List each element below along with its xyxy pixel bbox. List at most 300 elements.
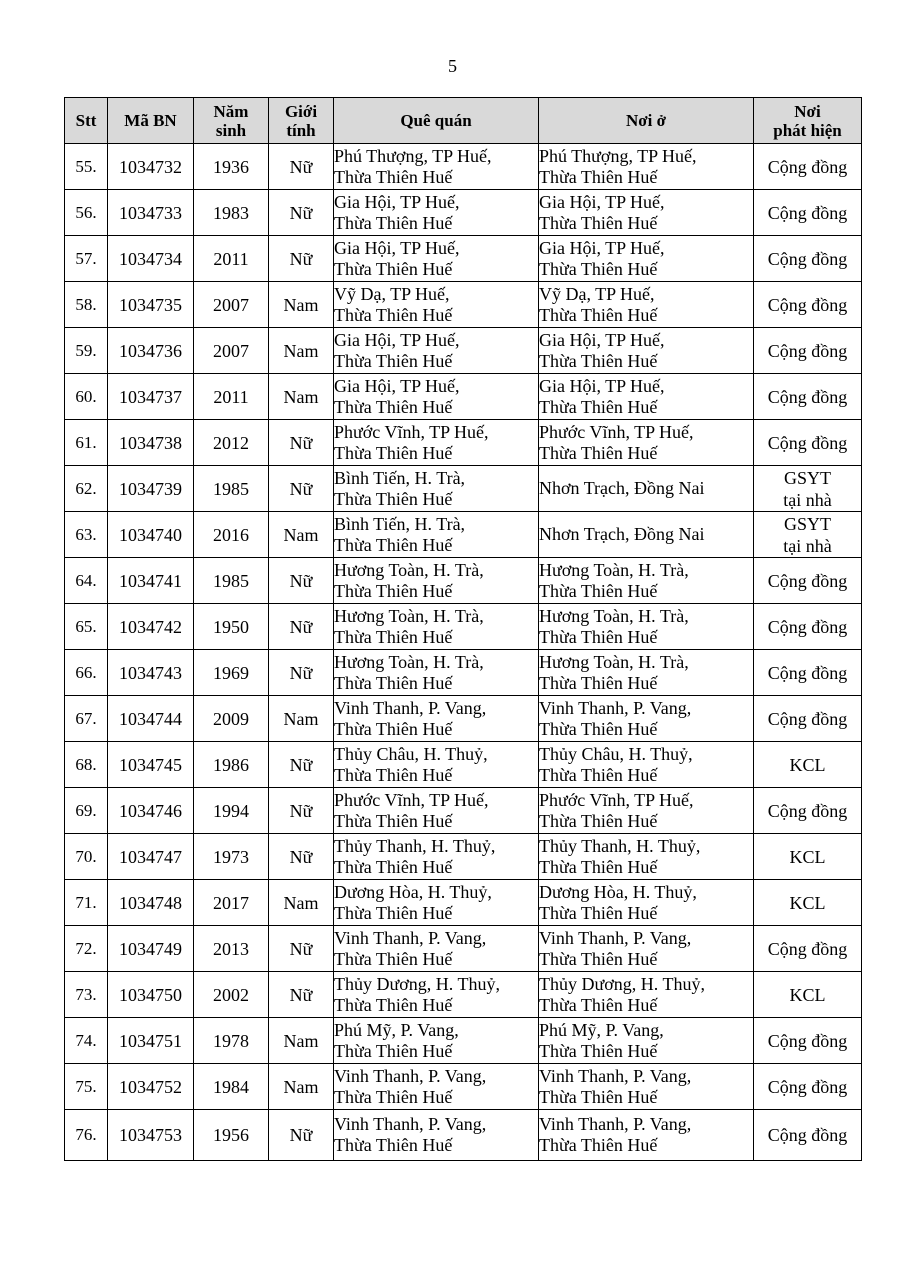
cell-nam-sinh: 2002 bbox=[194, 972, 269, 1018]
table-row bbox=[65, 1018, 862, 1064]
cell-stt: 73. bbox=[65, 972, 108, 1018]
cell-nam-sinh: 2011 bbox=[194, 236, 269, 282]
cell-que-quan-line: Hương Toàn, H. Trà, bbox=[334, 605, 484, 626]
cell-noi-o bbox=[539, 926, 754, 972]
header-noi-phat-hien bbox=[754, 98, 862, 144]
cell-noi-o bbox=[539, 742, 754, 788]
cell-ma-bn: 1034752 bbox=[108, 1064, 194, 1110]
table-row bbox=[65, 1110, 862, 1161]
cell-noi-o-line: Hương Toàn, H. Trà, bbox=[539, 559, 689, 580]
header-label: Giới bbox=[284, 101, 318, 121]
cell-nam-sinh: 2016 bbox=[194, 512, 269, 558]
cell-noi-o-line: Thừa Thiên Huế bbox=[539, 212, 658, 233]
cell-noi-o bbox=[539, 282, 754, 328]
header-stt bbox=[65, 98, 108, 144]
cell-noi-o-line: Gia Hội, TP Huế, bbox=[539, 329, 665, 350]
cell-que-quan-line: Thừa Thiên Huế bbox=[334, 764, 453, 785]
cell-ma-bn: 1034753 bbox=[108, 1110, 194, 1161]
cell-noi-o bbox=[539, 558, 754, 604]
cell-noi-o bbox=[539, 512, 754, 558]
cell-noi-o-line: Vinh Thanh, P. Vang, bbox=[539, 697, 692, 718]
cell-noi-phat-hien-line: Cộng đồng bbox=[767, 340, 848, 361]
cell-que-quan bbox=[334, 466, 539, 512]
cell-noi-phat-hien bbox=[754, 558, 862, 604]
table-body bbox=[65, 144, 862, 1161]
cell-noi-o-line: Phú Thượng, TP Huế, bbox=[539, 145, 697, 166]
table-row bbox=[65, 604, 862, 650]
cell-noi-phat-hien bbox=[754, 420, 862, 466]
cell-noi-phat-hien bbox=[754, 328, 862, 374]
table-row bbox=[65, 696, 862, 742]
cell-noi-o-line: Phước Vĩnh, TP Huế, bbox=[539, 421, 694, 442]
cell-que-quan-line: Thừa Thiên Huế bbox=[334, 948, 453, 969]
cell-que-quan-line: Bình Tiến, H. Trà, bbox=[334, 467, 466, 488]
cell-que-quan-line: Phú Mỹ, P. Vang, bbox=[334, 1019, 459, 1040]
cell-que-quan-line: Vỹ Dạ, TP Huế, bbox=[334, 283, 450, 304]
cell-noi-o-line: Nhơn Trạch, Đồng Nai bbox=[539, 524, 705, 544]
cell-noi-phat-hien-line: Cộng đồng bbox=[767, 570, 848, 591]
cell-gioi-tinh: Nữ bbox=[269, 788, 334, 834]
cell-noi-phat-hien-line: Cộng đồng bbox=[767, 938, 848, 959]
cell-que-quan bbox=[334, 1064, 539, 1110]
cell-noi-o-line: Thừa Thiên Huế bbox=[539, 396, 658, 417]
cell-stt: 74. bbox=[65, 1018, 108, 1064]
header-ma-bn bbox=[108, 98, 194, 144]
cell-que-quan-line: Thừa Thiên Huế bbox=[334, 580, 453, 601]
cell-noi-o-line: Thừa Thiên Huế bbox=[539, 1135, 658, 1155]
cell-noi-o-line: Thừa Thiên Huế bbox=[539, 350, 658, 371]
cell-gioi-tinh: Nữ bbox=[269, 144, 334, 190]
cell-que-quan bbox=[334, 144, 539, 190]
cell-que-quan bbox=[334, 650, 539, 696]
cell-noi-phat-hien bbox=[754, 144, 862, 190]
cell-noi-phat-hien-line: Cộng đồng bbox=[767, 202, 848, 223]
cell-que-quan-line: Thừa Thiên Huế bbox=[334, 488, 453, 509]
cell-nam-sinh: 1956 bbox=[194, 1110, 269, 1161]
cell-noi-o-line: Hương Toàn, H. Trà, bbox=[539, 651, 689, 672]
cell-noi-o-line: Thừa Thiên Huế bbox=[539, 764, 658, 785]
cell-noi-o bbox=[539, 328, 754, 374]
cell-que-quan-line: Hương Toàn, H. Trà, bbox=[334, 651, 484, 672]
cell-nam-sinh: 1985 bbox=[194, 466, 269, 512]
cell-gioi-tinh: Nam bbox=[269, 328, 334, 374]
cell-que-quan bbox=[334, 328, 539, 374]
cell-noi-o bbox=[539, 650, 754, 696]
cell-stt: 64. bbox=[65, 558, 108, 604]
cell-noi-phat-hien bbox=[754, 1064, 862, 1110]
cell-que-quan-line: Vinh Thanh, P. Vang, bbox=[334, 1065, 487, 1086]
cell-noi-o-line: Thừa Thiên Huế bbox=[539, 810, 658, 831]
cell-noi-o-line: Thừa Thiên Huế bbox=[539, 258, 658, 279]
cell-noi-phat-hien bbox=[754, 650, 862, 696]
cell-noi-phat-hien bbox=[754, 1110, 862, 1161]
cell-que-quan-line: Phú Thượng, TP Huế, bbox=[334, 145, 492, 166]
table-row bbox=[65, 1064, 862, 1110]
cell-que-quan bbox=[334, 420, 539, 466]
cell-que-quan bbox=[334, 834, 539, 880]
cell-noi-o bbox=[539, 190, 754, 236]
cell-noi-phat-hien-line: KCL bbox=[789, 846, 826, 867]
cell-que-quan-line: Vinh Thanh, P. Vang, bbox=[334, 1114, 487, 1134]
cell-que-quan-line: Thừa Thiên Huế bbox=[334, 1086, 453, 1107]
patient-table bbox=[64, 97, 862, 1161]
cell-noi-phat-hien bbox=[754, 466, 862, 512]
table-row bbox=[65, 466, 862, 512]
cell-stt: 69. bbox=[65, 788, 108, 834]
cell-noi-phat-hien bbox=[754, 282, 862, 328]
cell-que-quan-line: Thừa Thiên Huế bbox=[334, 1040, 453, 1061]
cell-que-quan-line: Dương Hòa, H. Thuỷ, bbox=[334, 881, 492, 902]
cell-ma-bn: 1034749 bbox=[108, 926, 194, 972]
cell-noi-o-line: Vinh Thanh, P. Vang, bbox=[539, 1065, 692, 1086]
cell-noi-phat-hien bbox=[754, 834, 862, 880]
cell-noi-phat-hien-line: Cộng đồng bbox=[767, 156, 848, 177]
cell-que-quan bbox=[334, 374, 539, 420]
cell-ma-bn: 1034743 bbox=[108, 650, 194, 696]
table-row bbox=[65, 190, 862, 236]
cell-noi-o bbox=[539, 144, 754, 190]
cell-stt: 67. bbox=[65, 696, 108, 742]
cell-gioi-tinh: Nam bbox=[269, 696, 334, 742]
cell-ma-bn: 1034750 bbox=[108, 972, 194, 1018]
cell-noi-o bbox=[539, 972, 754, 1018]
cell-ma-bn: 1034733 bbox=[108, 190, 194, 236]
cell-stt: 63. bbox=[65, 512, 108, 558]
cell-gioi-tinh: Nữ bbox=[269, 466, 334, 512]
cell-gioi-tinh: Nam bbox=[269, 1064, 334, 1110]
table-header-row bbox=[65, 98, 862, 144]
cell-ma-bn: 1034742 bbox=[108, 604, 194, 650]
cell-noi-o-line: Gia Hội, TP Huế, bbox=[539, 191, 665, 212]
cell-stt: 75. bbox=[65, 1064, 108, 1110]
cell-noi-phat-hien bbox=[754, 926, 862, 972]
cell-ma-bn: 1034736 bbox=[108, 328, 194, 374]
cell-que-quan-line: Thủy Châu, H. Thuỷ, bbox=[334, 743, 488, 764]
cell-noi-phat-hien-line: KCL bbox=[789, 984, 826, 1005]
table-row bbox=[65, 282, 862, 328]
table-row bbox=[65, 558, 862, 604]
cell-noi-o-line: Thủy Thanh, H. Thuỷ, bbox=[539, 835, 701, 856]
cell-que-quan-line: Thừa Thiên Huế bbox=[334, 718, 453, 739]
cell-ma-bn: 1034735 bbox=[108, 282, 194, 328]
cell-noi-phat-hien bbox=[754, 972, 862, 1018]
cell-noi-o-line: Thừa Thiên Huế bbox=[539, 948, 658, 969]
cell-ma-bn: 1034741 bbox=[108, 558, 194, 604]
header-label: Mã BN bbox=[124, 111, 177, 130]
cell-que-quan-line: Thừa Thiên Huế bbox=[334, 350, 453, 371]
cell-noi-phat-hien bbox=[754, 788, 862, 834]
cell-gioi-tinh: Nữ bbox=[269, 1110, 334, 1161]
cell-noi-o-line: Thừa Thiên Huế bbox=[539, 166, 658, 187]
cell-noi-o bbox=[539, 880, 754, 926]
cell-stt: 71. bbox=[65, 880, 108, 926]
table-row bbox=[65, 420, 862, 466]
cell-noi-o bbox=[539, 788, 754, 834]
table-row bbox=[65, 742, 862, 788]
cell-que-quan-line: Bình Tiến, H. Trà, bbox=[334, 513, 466, 534]
cell-que-quan-line: Thủy Dương, H. Thuỷ, bbox=[334, 973, 500, 994]
cell-noi-o-line: Thừa Thiên Huế bbox=[539, 626, 658, 647]
cell-noi-phat-hien-line: KCL bbox=[789, 754, 826, 775]
cell-que-quan-line: Thừa Thiên Huế bbox=[334, 672, 453, 693]
header-label: phát hiện bbox=[773, 120, 842, 140]
cell-noi-o-line: Vinh Thanh, P. Vang, bbox=[539, 927, 692, 948]
cell-que-quan-line: Thừa Thiên Huế bbox=[334, 626, 453, 647]
cell-nam-sinh: 1984 bbox=[194, 1064, 269, 1110]
cell-que-quan-line: Thừa Thiên Huế bbox=[334, 902, 453, 923]
cell-noi-phat-hien-line: Cộng đồng bbox=[767, 800, 848, 821]
cell-que-quan-line: Vinh Thanh, P. Vang, bbox=[334, 927, 487, 948]
cell-que-quan bbox=[334, 880, 539, 926]
cell-gioi-tinh: Nữ bbox=[269, 742, 334, 788]
page-number: 5 bbox=[448, 56, 457, 76]
cell-noi-phat-hien-line: Cộng đồng bbox=[767, 616, 848, 637]
cell-que-quan-line: Thừa Thiên Huế bbox=[334, 396, 453, 417]
table-row bbox=[65, 788, 862, 834]
cell-noi-phat-hien-line: tại nhà bbox=[783, 535, 832, 556]
cell-que-quan-line: Thừa Thiên Huế bbox=[334, 856, 453, 877]
cell-stt: 66. bbox=[65, 650, 108, 696]
table-row bbox=[65, 328, 862, 374]
header-nam-sinh bbox=[194, 98, 269, 144]
cell-stt: 56. bbox=[65, 190, 108, 236]
cell-noi-phat-hien-line: Cộng đồng bbox=[767, 1076, 848, 1097]
cell-noi-o-line: Phước Vĩnh, TP Huế, bbox=[539, 789, 694, 810]
cell-stt: 59. bbox=[65, 328, 108, 374]
cell-que-quan-line: Thừa Thiên Huế bbox=[334, 994, 453, 1015]
cell-que-quan bbox=[334, 742, 539, 788]
cell-noi-o-line: Gia Hội, TP Huế, bbox=[539, 237, 665, 258]
table-row bbox=[65, 972, 862, 1018]
cell-que-quan bbox=[334, 1018, 539, 1064]
table-row bbox=[65, 144, 862, 190]
cell-noi-o bbox=[539, 374, 754, 420]
cell-ma-bn: 1034745 bbox=[108, 742, 194, 788]
cell-gioi-tinh: Nữ bbox=[269, 972, 334, 1018]
cell-que-quan-line: Phước Vĩnh, TP Huế, bbox=[334, 421, 489, 442]
table-row bbox=[65, 650, 862, 696]
cell-que-quan-line: Thừa Thiên Huế bbox=[334, 534, 453, 555]
cell-ma-bn: 1034734 bbox=[108, 236, 194, 282]
cell-noi-o-line: Thừa Thiên Huế bbox=[539, 1086, 658, 1107]
cell-stt: 55. bbox=[65, 144, 108, 190]
table-row bbox=[65, 236, 862, 282]
header-label: Năm bbox=[213, 101, 249, 121]
cell-noi-o-line: Thủy Châu, H. Thuỷ, bbox=[539, 743, 693, 764]
cell-que-quan-line: Vinh Thanh, P. Vang, bbox=[334, 697, 487, 718]
cell-noi-phat-hien bbox=[754, 604, 862, 650]
cell-nam-sinh: 1994 bbox=[194, 788, 269, 834]
cell-ma-bn: 1034740 bbox=[108, 512, 194, 558]
cell-noi-o bbox=[539, 604, 754, 650]
cell-noi-phat-hien-line: Cộng đồng bbox=[767, 248, 848, 269]
cell-ma-bn: 1034747 bbox=[108, 834, 194, 880]
cell-gioi-tinh: Nữ bbox=[269, 420, 334, 466]
header-que-quan bbox=[334, 98, 539, 144]
cell-noi-o bbox=[539, 1110, 754, 1161]
cell-gioi-tinh: Nữ bbox=[269, 190, 334, 236]
cell-noi-o-line: Thừa Thiên Huế bbox=[539, 856, 658, 877]
cell-nam-sinh: 1985 bbox=[194, 558, 269, 604]
cell-noi-phat-hien bbox=[754, 880, 862, 926]
cell-noi-phat-hien-line: GSYT bbox=[783, 513, 831, 534]
header-label: tính bbox=[286, 120, 316, 140]
cell-noi-o-line: Vỹ Dạ, TP Huế, bbox=[539, 283, 655, 304]
cell-noi-o-line: Thừa Thiên Huế bbox=[539, 718, 658, 739]
header-gioi-tinh bbox=[269, 98, 334, 144]
header-label: sinh bbox=[215, 120, 247, 140]
cell-que-quan bbox=[334, 788, 539, 834]
cell-que-quan-line: Thừa Thiên Huế bbox=[334, 258, 453, 279]
cell-stt: 68. bbox=[65, 742, 108, 788]
cell-ma-bn: 1034748 bbox=[108, 880, 194, 926]
cell-nam-sinh: 2017 bbox=[194, 880, 269, 926]
cell-noi-o-line: Dương Hòa, H. Thuỷ, bbox=[539, 881, 697, 902]
cell-noi-phat-hien-line: Cộng đồng bbox=[767, 432, 848, 453]
header-label: Stt bbox=[75, 111, 97, 130]
cell-nam-sinh: 2009 bbox=[194, 696, 269, 742]
cell-ma-bn: 1034739 bbox=[108, 466, 194, 512]
cell-nam-sinh: 1969 bbox=[194, 650, 269, 696]
cell-nam-sinh: 1978 bbox=[194, 1018, 269, 1064]
cell-nam-sinh: 2013 bbox=[194, 926, 269, 972]
table-row bbox=[65, 512, 862, 558]
cell-que-quan-line: Phước Vĩnh, TP Huế, bbox=[334, 789, 489, 810]
cell-que-quan-line: Thủy Thanh, H. Thuỷ, bbox=[334, 835, 496, 856]
cell-que-quan bbox=[334, 282, 539, 328]
table-row bbox=[65, 880, 862, 926]
cell-noi-o-line: Thừa Thiên Huế bbox=[539, 580, 658, 601]
cell-nam-sinh: 1986 bbox=[194, 742, 269, 788]
cell-que-quan-line: Thừa Thiên Huế bbox=[334, 1135, 453, 1155]
cell-ma-bn: 1034737 bbox=[108, 374, 194, 420]
cell-noi-o-line: Thừa Thiên Huế bbox=[539, 304, 658, 325]
cell-que-quan-line: Gia Hội, TP Huế, bbox=[334, 329, 460, 350]
cell-noi-phat-hien bbox=[754, 512, 862, 558]
cell-que-quan-line: Thừa Thiên Huế bbox=[334, 212, 453, 233]
cell-noi-phat-hien-line: tại nhà bbox=[783, 489, 832, 510]
cell-noi-o-line: Thừa Thiên Huế bbox=[539, 1040, 658, 1061]
cell-que-quan-line: Gia Hội, TP Huế, bbox=[334, 375, 460, 396]
cell-gioi-tinh: Nam bbox=[269, 880, 334, 926]
cell-gioi-tinh: Nữ bbox=[269, 604, 334, 650]
cell-noi-phat-hien bbox=[754, 190, 862, 236]
cell-noi-o-line: Gia Hội, TP Huế, bbox=[539, 375, 665, 396]
cell-que-quan-line: Hương Toàn, H. Trà, bbox=[334, 559, 484, 580]
cell-stt: 61. bbox=[65, 420, 108, 466]
header-label: Nơi ở bbox=[625, 111, 667, 130]
header-noi-o bbox=[539, 98, 754, 144]
cell-gioi-tinh: Nam bbox=[269, 1018, 334, 1064]
cell-que-quan bbox=[334, 696, 539, 742]
cell-noi-o-line: Phú Mỹ, P. Vang, bbox=[539, 1019, 664, 1040]
cell-noi-o bbox=[539, 236, 754, 282]
cell-nam-sinh: 1950 bbox=[194, 604, 269, 650]
cell-gioi-tinh: Nữ bbox=[269, 558, 334, 604]
table-row bbox=[65, 374, 862, 420]
cell-gioi-tinh: Nam bbox=[269, 374, 334, 420]
cell-noi-o-line: Vinh Thanh, P. Vang, bbox=[539, 1114, 692, 1134]
cell-noi-o-line: Nhơn Trạch, Đồng Nai bbox=[539, 478, 705, 498]
cell-noi-phat-hien-line: Cộng đồng bbox=[767, 386, 848, 407]
cell-ma-bn: 1034751 bbox=[108, 1018, 194, 1064]
cell-gioi-tinh: Nam bbox=[269, 512, 334, 558]
cell-que-quan-line: Thừa Thiên Huế bbox=[334, 810, 453, 831]
cell-noi-o-line: Thừa Thiên Huế bbox=[539, 672, 658, 693]
cell-noi-o bbox=[539, 834, 754, 880]
cell-ma-bn: 1034744 bbox=[108, 696, 194, 742]
cell-noi-phat-hien-line: Cộng đồng bbox=[767, 1030, 848, 1051]
cell-nam-sinh: 1936 bbox=[194, 144, 269, 190]
cell-stt: 62. bbox=[65, 466, 108, 512]
cell-stt: 72. bbox=[65, 926, 108, 972]
cell-noi-phat-hien-line: Cộng đồng bbox=[767, 294, 848, 315]
table-row bbox=[65, 834, 862, 880]
cell-noi-phat-hien bbox=[754, 236, 862, 282]
cell-que-quan bbox=[334, 604, 539, 650]
cell-ma-bn: 1034732 bbox=[108, 144, 194, 190]
cell-stt: 65. bbox=[65, 604, 108, 650]
cell-que-quan-line: Thừa Thiên Huế bbox=[334, 442, 453, 463]
header-label: Quê quán bbox=[400, 111, 472, 130]
cell-nam-sinh: 1983 bbox=[194, 190, 269, 236]
cell-nam-sinh: 1973 bbox=[194, 834, 269, 880]
cell-noi-phat-hien-line: Cộng đồng bbox=[767, 1125, 848, 1145]
cell-que-quan-line: Thừa Thiên Huế bbox=[334, 166, 453, 187]
cell-gioi-tinh: Nữ bbox=[269, 834, 334, 880]
cell-noi-phat-hien-line: KCL bbox=[789, 892, 826, 913]
cell-que-quan bbox=[334, 558, 539, 604]
cell-noi-phat-hien bbox=[754, 742, 862, 788]
cell-noi-o bbox=[539, 1018, 754, 1064]
cell-noi-o-line: Thừa Thiên Huế bbox=[539, 442, 658, 463]
cell-noi-o-line: Thủy Dương, H. Thuỷ, bbox=[539, 973, 705, 994]
cell-noi-o bbox=[539, 1064, 754, 1110]
cell-stt: 57. bbox=[65, 236, 108, 282]
cell-stt: 58. bbox=[65, 282, 108, 328]
cell-nam-sinh: 2012 bbox=[194, 420, 269, 466]
cell-que-quan-line: Thừa Thiên Huế bbox=[334, 304, 453, 325]
cell-que-quan bbox=[334, 236, 539, 282]
cell-stt: 70. bbox=[65, 834, 108, 880]
table-row bbox=[65, 926, 862, 972]
cell-nam-sinh: 2007 bbox=[194, 328, 269, 374]
cell-gioi-tinh: Nữ bbox=[269, 650, 334, 696]
cell-noi-o-line: Thừa Thiên Huế bbox=[539, 994, 658, 1015]
cell-gioi-tinh: Nữ bbox=[269, 236, 334, 282]
cell-noi-phat-hien bbox=[754, 1018, 862, 1064]
cell-ma-bn: 1034738 bbox=[108, 420, 194, 466]
cell-que-quan-line: Gia Hội, TP Huế, bbox=[334, 191, 460, 212]
cell-noi-phat-hien-line: Cộng đồng bbox=[767, 662, 848, 683]
cell-gioi-tinh: Nam bbox=[269, 282, 334, 328]
cell-que-quan bbox=[334, 190, 539, 236]
cell-que-quan bbox=[334, 1110, 539, 1161]
cell-noi-o-line: Hương Toàn, H. Trà, bbox=[539, 605, 689, 626]
cell-nam-sinh: 2007 bbox=[194, 282, 269, 328]
cell-noi-phat-hien-line: Cộng đồng bbox=[767, 708, 848, 729]
cell-noi-o-line: Thừa Thiên Huế bbox=[539, 902, 658, 923]
cell-stt: 60. bbox=[65, 374, 108, 420]
cell-stt: 76. bbox=[65, 1110, 108, 1161]
cell-noi-o bbox=[539, 466, 754, 512]
cell-noi-phat-hien-line: GSYT bbox=[783, 467, 831, 488]
header-label: Nơi bbox=[794, 101, 821, 121]
cell-nam-sinh: 2011 bbox=[194, 374, 269, 420]
cell-que-quan bbox=[334, 512, 539, 558]
cell-ma-bn: 1034746 bbox=[108, 788, 194, 834]
cell-que-quan bbox=[334, 926, 539, 972]
